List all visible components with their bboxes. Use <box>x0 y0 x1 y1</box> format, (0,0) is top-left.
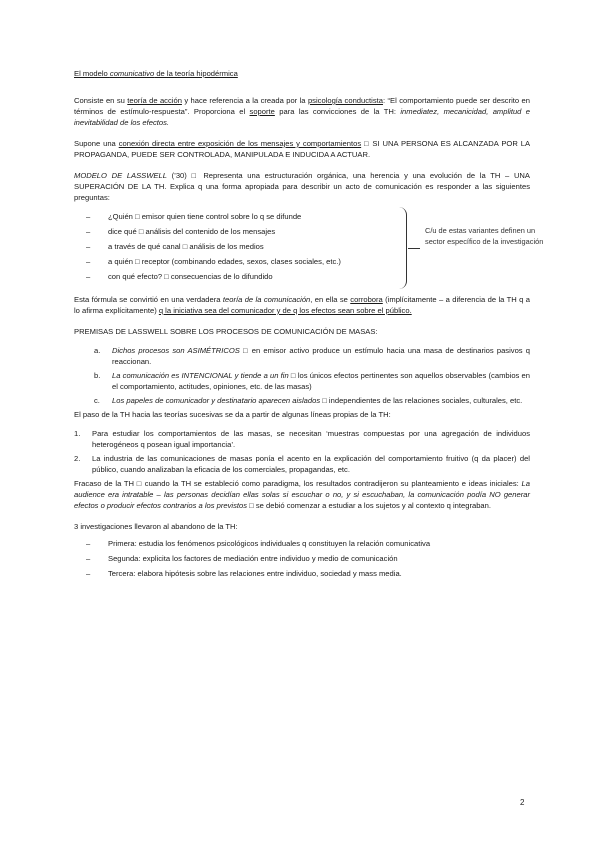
premisa-marker: c. <box>94 396 100 405</box>
doc-title: El modelo comunicativo de la teoría hipodérmica <box>74 69 238 78</box>
premisa-emphasis: La comunicación es INTENCIONAL y tiende a un fin <box>112 371 289 380</box>
linea-text: La industria de las comunicaciones de masas ponía el acento en la explicación del comportamiento fruitivo (q da placer) del público, cuando analizaban la eficacia de los comerciales, propagandas, etc. <box>92 454 530 474</box>
investigacion-item: – Tercera: elabora hipótesis sobre las relaciones entre individuo, sociedad y mass media. <box>86 568 530 579</box>
question-item: – a través de qué canal □ análisis de los medios <box>86 241 530 252</box>
bracket-shape <box>396 207 407 289</box>
paragraph-conexion-directa: Supone una conexión directa entre exposición de los mensajes y comportamientos □ SI UNA PERSONA ES ALCANZADA POR LA PROPAGANDA, PUEDE SER CONTROLADA, MANIPULADA E INDUCIDA A ACTUAR. <box>74 139 531 159</box>
document-body <box>74 68 544 583</box>
linea-text: Para estudiar los comportamientos de las masas, se necesitan ‘muestras compuestas por una agregación de individuos heterogéneos q posean igual importancia’. <box>92 429 530 449</box>
premisa-item <box>94 395 530 406</box>
investigaciones-list <box>74 538 530 579</box>
premisas-title: PREMISAS DE LASSWELL SOBRE LOS PROCESOS DE COMUNICACIÓN DE MASAS: <box>74 327 378 336</box>
premisa-text: □ los únicos efectos pertinentes son aquellos observables (cambios en el comportamiento, actitudes, opiniones, etc. de las masas) <box>112 371 530 391</box>
linea-marker: 2. <box>74 454 81 463</box>
question-item: – dice qué □ análisis del contenido de los mensajes <box>86 226 530 237</box>
paragraph-formula: Esta fórmula se convirtió en una verdadera teoría de la comunicación, en ella se corrobora (implícitamente – a diferencia de la TH q a lo afirma explícitamente) q la iniciativa sea del comunicador y de q los efectos sean sobre el público. <box>74 295 530 315</box>
bracket-note: C/u de estas variantes definen un sector específico de la investigación <box>425 226 544 246</box>
premisa-marker: a. <box>94 346 101 355</box>
premisa-text: □ en emisor activo produce un estímulo hacia una masa de destinarios pasivos q reaccionan. <box>112 346 530 366</box>
paragraph-investigaciones: 3 investigaciones llevaron al abandono de la TH: <box>74 522 238 531</box>
page-number: 2 <box>520 798 525 807</box>
investigacion-item: – Segunda: explicita los factores de mediación entre individuo y medio de comunicación <box>86 553 530 564</box>
linea-marker: 1. <box>74 429 81 438</box>
linea-item <box>74 428 530 450</box>
premisa-marker: b. <box>94 371 101 380</box>
premisa-emphasis: Dichos procesos son ASIMÉTRICOS <box>112 346 240 355</box>
paragraph-lasswell: MODELO DE LASSWELL (’30) □ Representa una estructuración orgánica, una herencia y una evolución de la TH – UNA SUPERACIÓN DE LA TH. Explica q una forma apropiada para describir un acto de comunicación es responder a las siguientes preguntas: <box>74 171 530 202</box>
premisa-item <box>94 345 530 367</box>
question-item: – con qué efecto? □ consecuencias de lo difundido <box>86 271 530 282</box>
investigacion-item: – Primera: estudia los fenómenos psicológicos individuales q constituyen la relación comunicativa <box>86 538 530 549</box>
bracket-arrow <box>408 248 420 249</box>
premisas-list <box>74 345 530 406</box>
linea-item <box>74 453 530 475</box>
paragraph-paso: El paso de la TH hacia las teorías sucesivas se da a partir de algunas líneas propias de la TH: <box>74 410 391 419</box>
premisa-emphasis: Los papeles de comunicador y destinatario aparecen aislados <box>112 396 321 405</box>
lineas-list <box>74 428 530 475</box>
paragraph-fracaso: Fracaso de la TH □ cuando la TH se estableció como paradigma, los resultados contradijeron su planteamiento e ideas iniciales: La audience era intratable – las personas decidían ellas solas si escuchar o no, y si escuchaban, la comunicación podía NO generar efectos o producir efectos contrarios a los previstos □ se debió comenzar a estudiar a los sujetos y al contexto q integraban. <box>74 479 530 510</box>
premisa-item <box>94 370 530 392</box>
question-item: – a quién □ receptor (combinando edades, sexos, clases sociales, etc.) <box>86 256 530 267</box>
question-item: – ¿Quién □ emisor quien tiene control sobre lo q se difunde <box>86 211 530 222</box>
paragraph-teoria-accion: Consiste en su teoría de acción y hace referencia a la creada por la psicología conductista: “El comportamiento puede ser descrito en términos de estímulo-respuesta”. Proporciona el soporte para las convicciones de la TH: inmediatez, mecanicidad, amplitud e inevitabilidad de los efectos. <box>74 96 531 127</box>
premisa-text: □ independientes de las relaciones sociales, culturales, etc. <box>320 396 523 405</box>
lasswell-questions <box>74 211 544 282</box>
